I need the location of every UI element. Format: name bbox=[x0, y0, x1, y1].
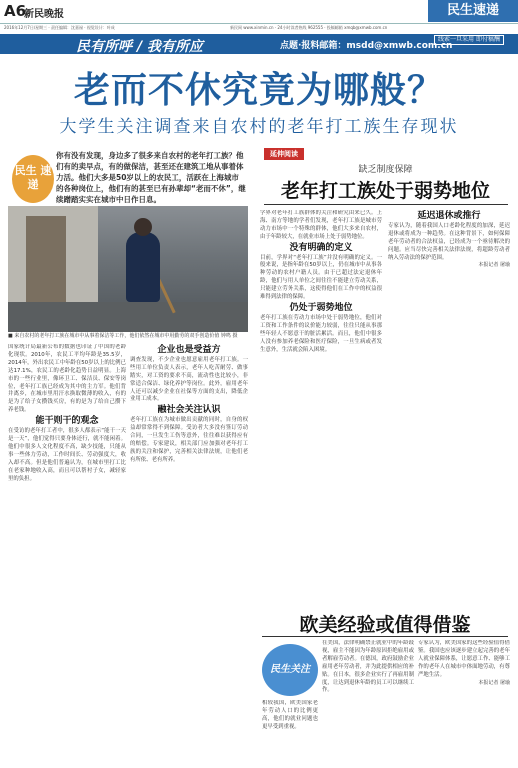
right-paragraph-1: 学界对老年打工族群体的关注和研究由来已久。上海、南方等地的学者们发现，老年打工族是城市劳动力市场中一个特殊的群体，他们大多来自农村，由于年龄较大，在就业市场上处于弱势地位。 bbox=[260, 210, 382, 240]
left-column-2 bbox=[130, 344, 248, 734]
photo-door bbox=[26, 216, 66, 306]
bottom-byline: 本报记者 屠瑜 bbox=[478, 679, 510, 686]
bottom-paragraph-2: 专家认为，欧美国家的这些经验值得借鉴。我国也应该逐步建立起完善的老年人就业保障体系，让愿意工作、能够工作的老年人在城市中体面地劳动，有尊严地生活。 bbox=[418, 640, 510, 678]
paper-logo: 新民晚报 bbox=[24, 9, 64, 20]
left-subhead-good: 企业也是受益方 bbox=[157, 345, 221, 355]
page-number: A6 bbox=[4, 2, 27, 20]
right-paragraph-3: 老年打工族在劳动力市场中处于弱势地位，他们对工资和工作条件的议价能力较弱，往往只能从事那些年轻人不愿意干的脏活累活。而且，他们中很多人没有参加养老保险和医疗保险，一旦生病或者发生意外，生活就会陷入困境。 bbox=[260, 314, 382, 353]
bottom-paragraph-1: 在美国，法律明确禁止就业中的年龄歧视，雇主不能因为年龄原因拒绝雇用或者解雇劳动者。在德国，政府鼓励企业雇用老年劳动者，并为此提供相应的补贴。在日本，很多企业实行了再雇用制度，让达到退休年龄的员工可以继续工作。 bbox=[322, 640, 414, 694]
right-subhead-2: 仍处于弱势地位 bbox=[289, 302, 353, 313]
photo-worker-head bbox=[134, 218, 152, 236]
right-paragraph-4: 专家认为，随着我国人口老龄化程度的加深，延迟退休或将成为一种趋势。在这种背景下，如何保障老年劳动者的合法权益，已经成为一个亟待解决的问题。应当尽快完善相关法律法规，将超龄劳动者纳入劳动法的保护范围。 bbox=[388, 222, 510, 261]
photo-worker bbox=[126, 232, 160, 302]
column-title: 民有所呼 / 我有所应 bbox=[76, 39, 203, 55]
right-byline: 本报记者 屠瑜 bbox=[478, 262, 510, 269]
right-subhead-3: 延迟退休或推行 bbox=[417, 211, 481, 221]
left-paragraph-1: 国家统计局最新公布的数据也印证了中国的老龄化现状。2010年，农民工平均年龄是35.5岁，2014年，外出农民工中年龄在50岁以上的比例已达17.1%，农民工的老龄化趋势日益明显。上海市的一些行业里，像环卫工、保洁员、保安等岗位，老年打工族已经成为其中的主力军。他们背井离乡，在城市里用汗水换取微薄的收入，有的是为了给子女攒钱买房，有的是为了给自己攒下养老钱。 bbox=[8, 344, 126, 414]
intro-text: 你有没有发现，身边多了很多来自农村的老年打工族？他们有的卖早点，有的做保洁，甚至还在建筑工地从事着体力活。他们大多是50岁以上的农民工，活跃在上海城市的各种岗位上，他们有的甚至已有孙辈却“老而不休”，继续蹭踏实实在城市中日作日息。 bbox=[56, 151, 246, 204]
photo-road bbox=[8, 302, 248, 332]
issue-info: 2016年12月7日/星期三 · 责任编辑：沈嘉禄 · 视觉设计：叶成 bbox=[4, 25, 115, 30]
right-column-1 bbox=[260, 210, 382, 576]
minsheng-badge-icon: 民生 速递 bbox=[12, 155, 54, 203]
site-info: 新民网 www.xinmin.cn · 24小时读者热线 962555 · 投稿邮箱 xmqb@xmwb.com.cn bbox=[230, 25, 388, 30]
right-subhead-1: 没有明确的定义 bbox=[289, 242, 353, 253]
right-column-2 bbox=[388, 210, 510, 576]
bottom-headline: 欧美经验或值得借鉴 bbox=[299, 614, 471, 636]
page-header bbox=[0, 0, 518, 24]
left-column-1 bbox=[8, 344, 126, 734]
minsheng-focus-badge-icon: 民生关注 bbox=[262, 644, 318, 696]
left-paragraph-4: 老年打工族在为城市做出贡献的同时，自身的权益却常常得不到保障。受访者大多没有签订劳动合同，一旦发生工伤等意外，往往难以获得应有的赔偿。专家建议，相关部门应加强对老年打工族的关注和保护，完善相关法律法规，让他们老有所依、老有所养。 bbox=[130, 417, 248, 463]
divider bbox=[262, 636, 508, 637]
bottom-paragraph-0: 相较我国，欧美国家老年劳动人口的比例更高，他们的就业问题也更早受到重视。 bbox=[262, 700, 318, 730]
main-headline: 老而不休究竟为哪般？ bbox=[73, 70, 444, 111]
extended-reading-badge: 延伸阅读 bbox=[264, 148, 304, 160]
reward-tag: 线索一旦采用 即付稿酬 bbox=[434, 35, 504, 45]
section-title: 民生速递 bbox=[428, 0, 518, 22]
column-banner bbox=[0, 34, 518, 54]
left-paragraph-2: 在受访的老年打工者中，很多人都表示“能干一天是一天”，他们觉得只要身体还行，就不能闲着。他们中很多人文化程度不高，缺少技能，只能从事一些体力劳动，工作时间长、劳动强度大，收入却不高。但是他们普遍认为，在城市里打工比在老家种地收入高，而且可以帮衬子女，减轻家里的负担。 bbox=[8, 428, 126, 482]
right-kicker: 缺乏制度保障 bbox=[358, 165, 413, 175]
bottom-column-1 bbox=[322, 640, 414, 760]
right-headline: 老年打工族处于弱势地位 bbox=[280, 180, 490, 202]
left-subhead-fund: 融社会关注认识 bbox=[157, 405, 221, 416]
bottom-column-2 bbox=[418, 640, 510, 760]
photo-caption: ■ 来自农村的老年打工族在城市中从事着保洁等工作，他们依然在城市中用勤劳的双手创造价值 钟鸣 摄 bbox=[8, 333, 238, 339]
left-subhead-hard: 能干则干的观念 bbox=[35, 416, 99, 427]
sub-headline: 大学生关注调查来自农村的老年打工族生存现状 bbox=[59, 117, 459, 137]
divider bbox=[264, 204, 508, 205]
hotline-email[interactable]: 点题·报料邮箱：msdd@xmwb.com.cn bbox=[280, 41, 453, 51]
right-paragraph-2: 目前，学界对“老年打工族”并没有明确的定义。一般来说，是指年龄在50岁以上，仍在城市中从事各种劳动的农村户籍人员。由于已超过法定退休年龄，他们与用人单位之间往往不能建立劳动关系，只能建立劳务关系，这使得他们在工作中的权益很难得到法律的保障。 bbox=[260, 254, 382, 301]
bottom-column-0 bbox=[262, 700, 318, 760]
news-photo bbox=[8, 206, 248, 332]
left-paragraph-3: 调查发现，不少企业也愿意雇用老年打工族。一些用工单位负责人表示，老年人吃苦耐劳、做事踏实，对工资的要求不高，流动性也比较小，非常适合保洁、绿化养护等岗位。此外，雇用老年人还可以减少企业在社保等方面的支出，降低企业用工成本。 bbox=[130, 356, 248, 403]
